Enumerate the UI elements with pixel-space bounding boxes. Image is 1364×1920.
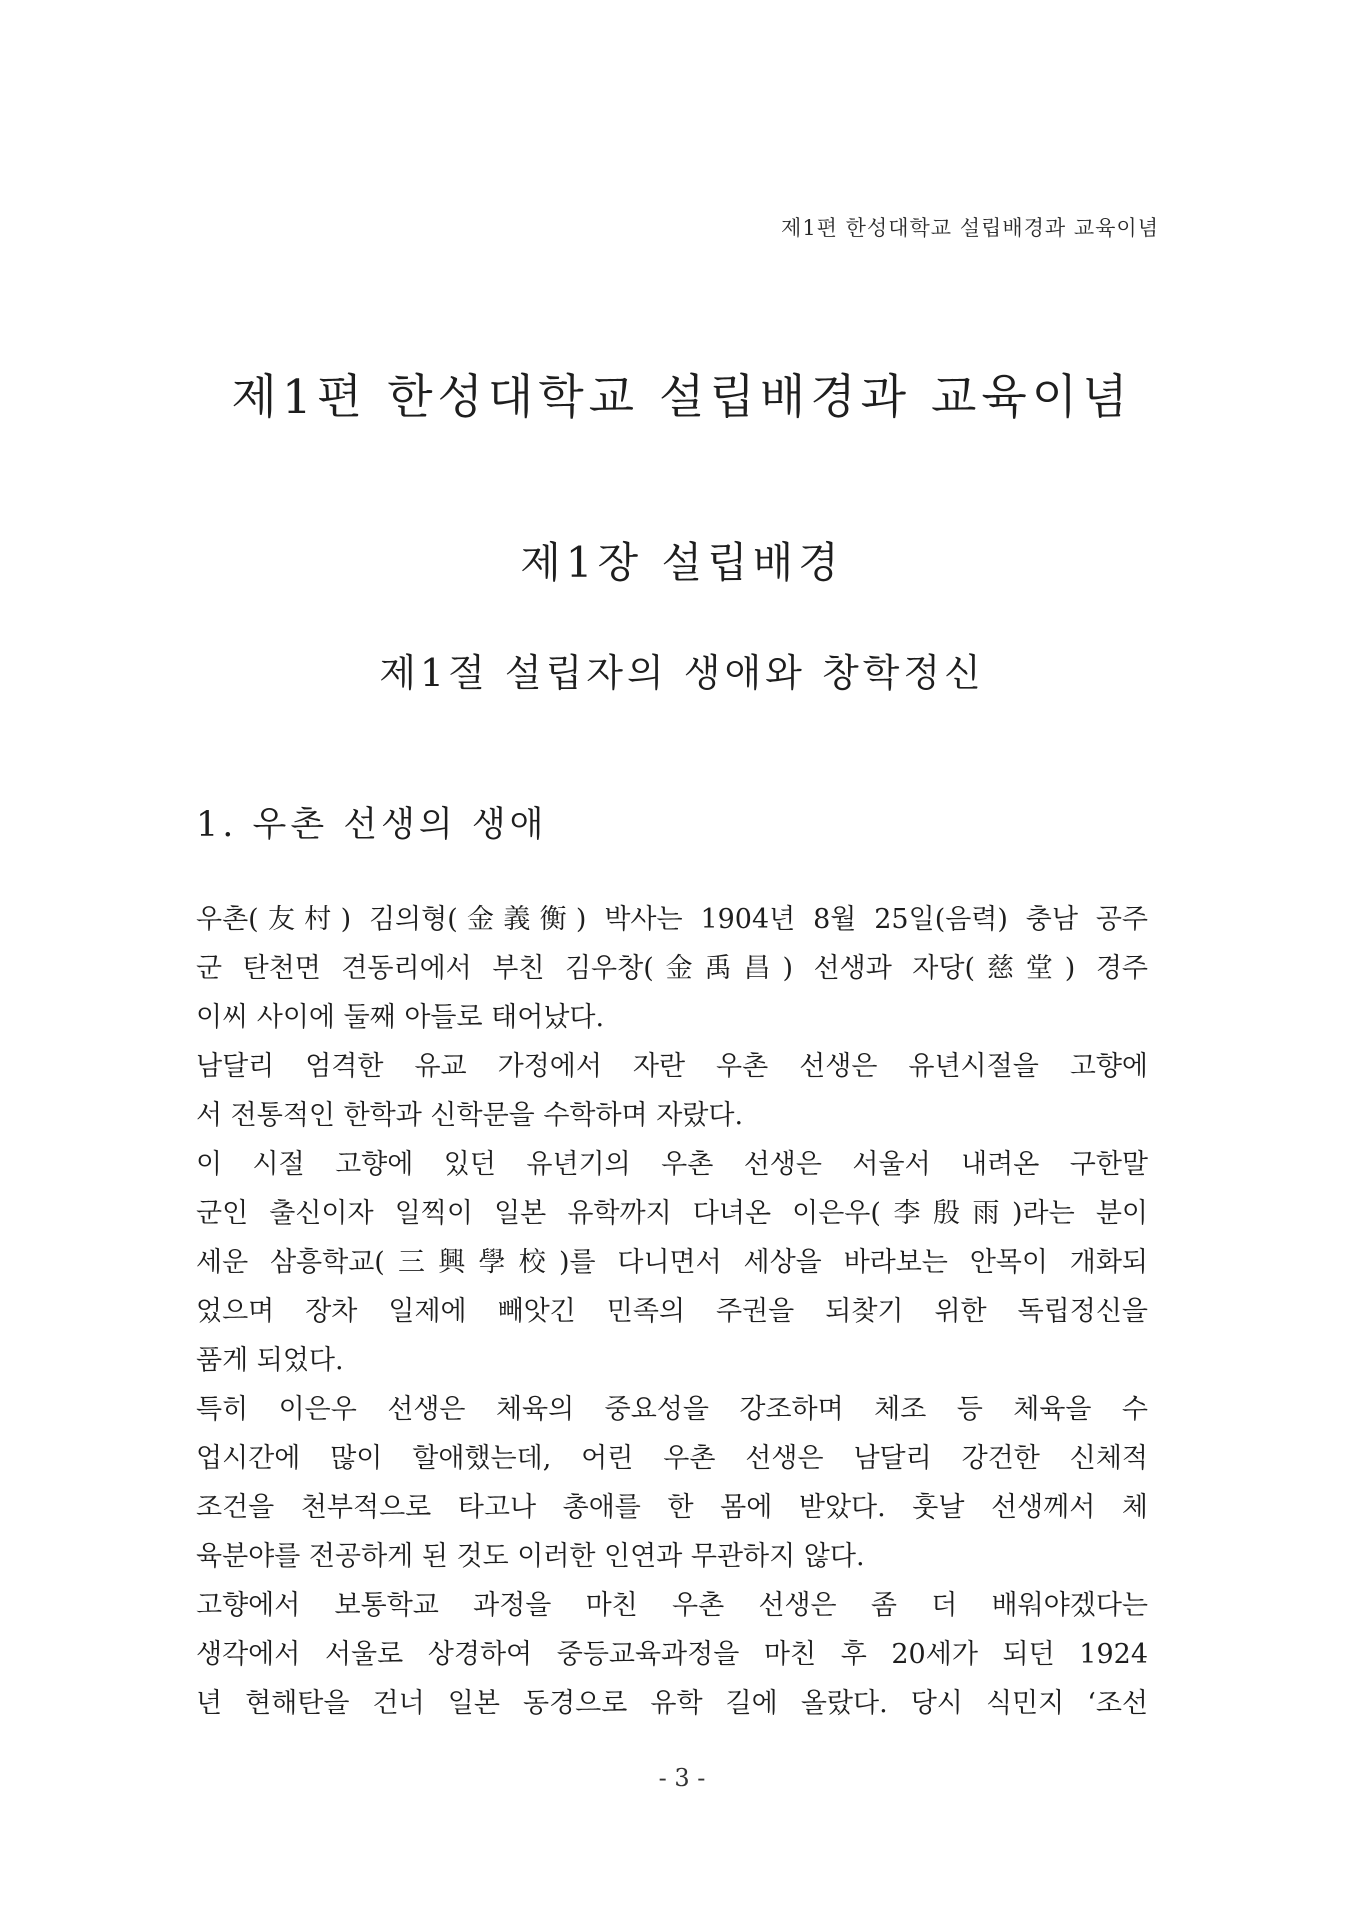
body-line: 우촌(友村) 김의형(金義衡) 박사는 1904년 8월 25일(음력) 충남 공주 [196,904,1148,935]
body-line: 이 시절 고향에 있던 유년기의 우촌 선생은 서울서 내려온 구한말 [196,1149,1148,1180]
subsection-title: 1. 우촌 선생의 생애 [196,805,548,845]
body-line: 조건을 천부적으로 타고나 총애를 한 몸에 받았다. 훗날 선생께서 체 [196,1492,1148,1523]
part-title: 제1편 한성대학교 설립배경과 교육이념 [231,370,1133,425]
body-line: 서 전통적인 한학과 신학문을 수학하며 자랐다. [196,1100,744,1131]
body-line: 군인 출신이자 일찍이 일본 유학까지 다녀온 이은우(李殷雨)라는 분이 [196,1198,1148,1229]
body-line: 육분야를 전공하게 된 것도 이러한 인연과 무관하지 않다. [196,1541,865,1572]
body-line: 년 현해탄을 건너 일본 동경으로 유학 길에 올랐다. 당시 식민지 ‘조선 [196,1688,1148,1719]
body-line: 었으며 장차 일제에 빼앗긴 민족의 주권을 되찾기 위한 독립정신을 [196,1296,1148,1327]
body-line: 품게 되었다. [196,1345,344,1376]
chapter-title: 제1장 설립배경 [520,538,844,587]
body-line: 세운 삼흥학교(三興學校)를 다니면서 세상을 바라보는 안목이 개화되 [196,1247,1148,1278]
body-line: 고향에서 보통학교 과정을 마친 우촌 선생은 좀 더 배워야겠다는 [196,1590,1148,1621]
body-line: 이씨 사이에 둘째 아들로 태어났다. [196,1002,605,1033]
section-title: 제1절 설립자의 생애와 창학정신 [379,651,985,695]
body-line: 업시간에 많이 할애했는데, 어린 우촌 선생은 남달리 강건한 신체적 [196,1443,1148,1474]
body-text [196,895,1148,1728]
running-header: 제1편 한성대학교 설립배경과 교육이념 [781,216,1159,240]
page-number: - 3 - [658,1764,706,1792]
body-line: 특히 이은우 선생은 체육의 중요성을 강조하며 체조 등 체육을 수 [196,1394,1148,1425]
body-line: 생각에서 서울로 상경하여 중등교육과정을 마친 후 20세가 되던 1924 [196,1639,1148,1670]
body-line: 남달리 엄격한 유교 가정에서 자란 우촌 선생은 유년시절을 고향에 [196,1051,1148,1082]
body-line: 군 탄천면 견동리에서 부친 김우창(金禹昌) 선생과 자당(慈堂) 경주 [196,953,1148,984]
